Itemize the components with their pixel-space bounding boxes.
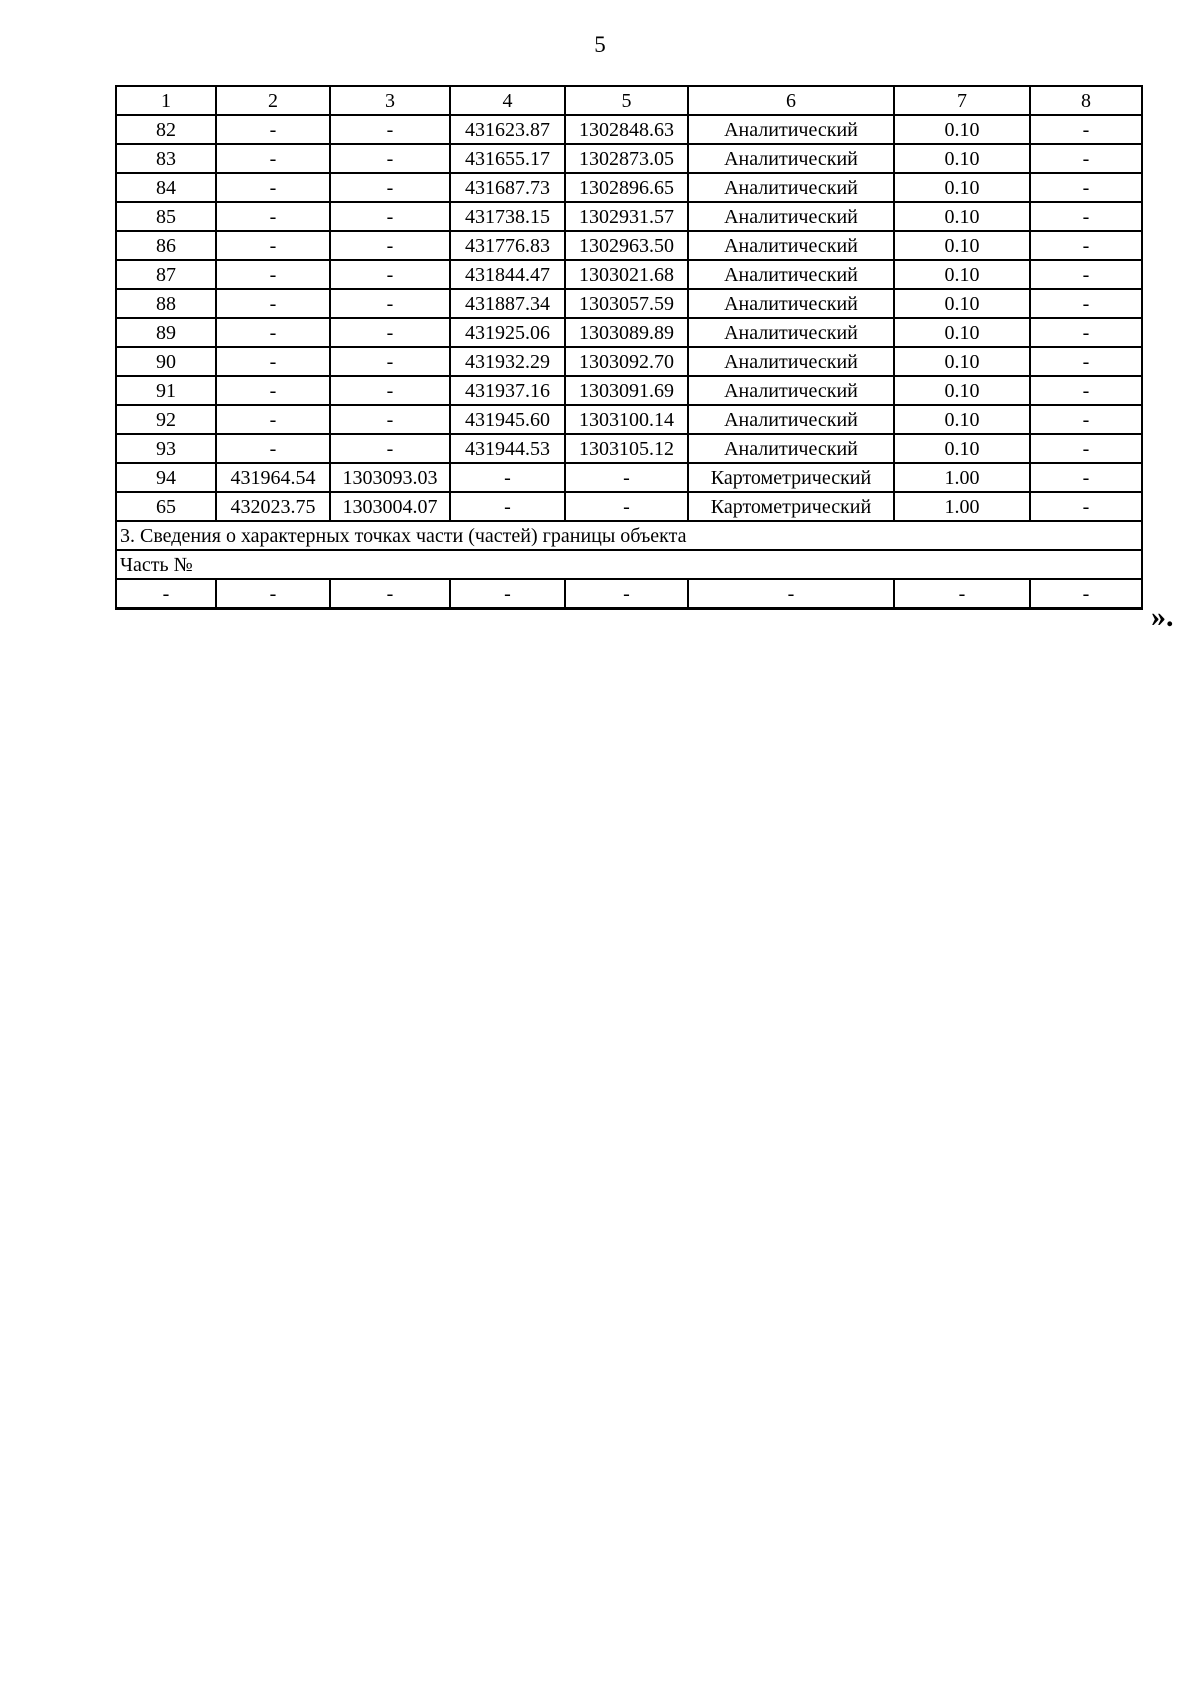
table-row [116, 173, 1142, 202]
table-cell-col-2: 432023.75 [216, 492, 330, 521]
table-cell-col-4: 431932.29 [450, 347, 565, 376]
table-cell-col-2: - [216, 260, 330, 289]
table-cell-col-6: Аналитический [688, 202, 894, 231]
table-cell-col-5: 1303021.68 [565, 260, 688, 289]
table-cell-col-5: - [565, 492, 688, 521]
table-cell-col-8: - [1030, 463, 1142, 492]
table-cell-col-5: 1303057.59 [565, 289, 688, 318]
table-cell-col-4: - [450, 463, 565, 492]
table-cell-col-1: 83 [116, 144, 216, 173]
table-cell-col-3: - [330, 434, 450, 463]
table-cell-col-1: 86 [116, 231, 216, 260]
table-cell-col-6: Аналитический [688, 318, 894, 347]
table-cell-col-2: - [216, 376, 330, 405]
table-cell-col-2: - [216, 173, 330, 202]
table-cell-col-4: 431655.17 [450, 144, 565, 173]
table-cell-col-6: - [688, 579, 894, 609]
table-cell-col-1: 82 [116, 115, 216, 144]
table-cell-col-2: - [216, 579, 330, 609]
table-row [116, 115, 1142, 144]
table-cell-col-6: Аналитический [688, 260, 894, 289]
table-cell-col-1: - [116, 579, 216, 609]
table-cell-col-6: Картометрический [688, 463, 894, 492]
table-cell-col-3: - [330, 231, 450, 260]
table-cell-col-3: 1303093.03 [330, 463, 450, 492]
table-cell-col-4: 431844.47 [450, 260, 565, 289]
table-row [116, 434, 1142, 463]
table-cell-col-3: 3 [330, 86, 450, 115]
table-cell-col-6: Картометрический [688, 492, 894, 521]
part-label-row-text: Часть № [116, 550, 1142, 579]
table-cell-col-3: - [330, 173, 450, 202]
table-cell-col-8: 8 [1030, 86, 1142, 115]
table-cell-col-7: 0.10 [894, 405, 1030, 434]
table-cell-col-5: 1302873.05 [565, 144, 688, 173]
table-cell-col-5: 1302896.65 [565, 173, 688, 202]
table-cell-col-7: 0.10 [894, 202, 1030, 231]
table-row [116, 579, 1142, 609]
boundary-points-table [115, 85, 1143, 610]
page-number: 5 [594, 32, 606, 57]
table-cell-col-7: 0.10 [894, 318, 1030, 347]
table-cell-col-6: Аналитический [688, 405, 894, 434]
table-cell-col-6: Аналитический [688, 376, 894, 405]
table-cell-col-2: - [216, 289, 330, 318]
table-cell-col-5: 5 [565, 86, 688, 115]
table-cell-col-5: 1302963.50 [565, 231, 688, 260]
table-cell-col-3: - [330, 260, 450, 289]
table-cell-col-1: 88 [116, 289, 216, 318]
table-cell-col-3: - [330, 318, 450, 347]
part-label-row [116, 550, 1142, 579]
table-cell-col-3: - [330, 405, 450, 434]
table-cell-col-4: 431945.60 [450, 405, 565, 434]
table-cell-col-6: Аналитический [688, 347, 894, 376]
table-cell-col-4: 4 [450, 86, 565, 115]
table-row [116, 202, 1142, 231]
table-cell-col-1: 84 [116, 173, 216, 202]
table-cell-col-4: - [450, 492, 565, 521]
table-cell-col-6: Аналитический [688, 231, 894, 260]
table-cell-col-5: 1302931.57 [565, 202, 688, 231]
table-cell-col-6: Аналитический [688, 173, 894, 202]
table-cell-col-4: 431887.34 [450, 289, 565, 318]
table-cell-col-7: 1.00 [894, 463, 1030, 492]
table-row [116, 231, 1142, 260]
table-cell-col-6: Аналитический [688, 115, 894, 144]
table-cell-col-6: Аналитический [688, 434, 894, 463]
table-cell-col-1: 93 [116, 434, 216, 463]
table-cell-col-5: - [565, 579, 688, 609]
table-row [116, 492, 1142, 521]
table-cell-col-1: 1 [116, 86, 216, 115]
section-title-row [116, 521, 1142, 550]
table-row [116, 260, 1142, 289]
table-row [116, 347, 1142, 376]
table-cell-col-2: - [216, 231, 330, 260]
table-cell-col-6: Аналитический [688, 144, 894, 173]
table-cell-col-4: 431776.83 [450, 231, 565, 260]
table-cell-col-8: - [1030, 289, 1142, 318]
table-cell-col-1: 85 [116, 202, 216, 231]
table-cell-col-4: 431687.73 [450, 173, 565, 202]
table-cell-col-7: 0.10 [894, 434, 1030, 463]
table-cell-col-2: 2 [216, 86, 330, 115]
table-cell-col-5: 1303105.12 [565, 434, 688, 463]
table-cell-col-4: 431738.15 [450, 202, 565, 231]
table-cell-col-4: 431925.06 [450, 318, 565, 347]
table-cell-col-5: 1303100.14 [565, 405, 688, 434]
table-cell-col-2: - [216, 318, 330, 347]
table-cell-col-8: - [1030, 144, 1142, 173]
table-cell-col-7: 7 [894, 86, 1030, 115]
table-cell-col-5: 1303089.89 [565, 318, 688, 347]
table-cell-col-8: - [1030, 318, 1142, 347]
table-cell-col-4: 431937.16 [450, 376, 565, 405]
table-cell-col-8: - [1030, 260, 1142, 289]
section-title-row-text: 3. Сведения о характерных точках части (частей) границы объекта [116, 521, 1142, 550]
table-cell-col-5: 1302848.63 [565, 115, 688, 144]
table-cell-col-1: 92 [116, 405, 216, 434]
table-cell-col-5: 1303092.70 [565, 347, 688, 376]
table-cell-col-3: - [330, 202, 450, 231]
table-cell-col-5: - [565, 463, 688, 492]
table-cell-col-3: - [330, 115, 450, 144]
table-cell-col-2: 431964.54 [216, 463, 330, 492]
table-row [116, 144, 1142, 173]
table-cell-col-3: 1303004.07 [330, 492, 450, 521]
table-cell-col-1: 94 [116, 463, 216, 492]
table-cell-col-8: - [1030, 231, 1142, 260]
table-row [116, 376, 1142, 405]
table-row [116, 289, 1142, 318]
table-cell-col-8: - [1030, 347, 1142, 376]
table-cell-col-8: - [1030, 579, 1142, 609]
table-cell-col-4: - [450, 579, 565, 609]
table-row [116, 463, 1142, 492]
table-cell-col-3: - [330, 376, 450, 405]
table-cell-col-8: - [1030, 492, 1142, 521]
table-cell-col-3: - [330, 347, 450, 376]
table-row [116, 405, 1142, 434]
table-cell-col-7: 0.10 [894, 231, 1030, 260]
table-cell-col-2: - [216, 202, 330, 231]
table-cell-col-7: 0.10 [894, 289, 1030, 318]
table-cell-col-3: - [330, 289, 450, 318]
table-cell-col-2: - [216, 115, 330, 144]
table-cell-col-1: 90 [116, 347, 216, 376]
table-cell-col-1: 87 [116, 260, 216, 289]
table-cell-col-1: 91 [116, 376, 216, 405]
table-cell-col-2: - [216, 405, 330, 434]
table-cell-col-6: 6 [688, 86, 894, 115]
table-cell-col-4: 431623.87 [450, 115, 565, 144]
table-cell-col-8: - [1030, 434, 1142, 463]
table-cell-col-7: 1.00 [894, 492, 1030, 521]
table-header-row [116, 86, 1142, 115]
table-cell-col-7: 0.10 [894, 376, 1030, 405]
table-cell-col-8: - [1030, 376, 1142, 405]
table-cell-col-5: 1303091.69 [565, 376, 688, 405]
table-row [116, 318, 1142, 347]
table-cell-col-7: 0.10 [894, 144, 1030, 173]
table-cell-col-8: - [1030, 115, 1142, 144]
table-cell-col-7: 0.10 [894, 115, 1030, 144]
table-body [116, 86, 1142, 609]
table-cell-col-6: Аналитический [688, 289, 894, 318]
table-cell-col-3: - [330, 579, 450, 609]
table-cell-col-3: - [330, 144, 450, 173]
table-cell-col-2: - [216, 144, 330, 173]
table-cell-col-2: - [216, 347, 330, 376]
table-cell-col-8: - [1030, 202, 1142, 231]
closing-quote-mark: ». [1151, 600, 1174, 633]
table-cell-col-7: - [894, 579, 1030, 609]
table-cell-col-8: - [1030, 173, 1142, 202]
table-cell-col-8: - [1030, 405, 1142, 434]
table-cell-col-4: 431944.53 [450, 434, 565, 463]
table-cell-col-2: - [216, 434, 330, 463]
table-cell-col-7: 0.10 [894, 347, 1030, 376]
table-cell-col-1: 89 [116, 318, 216, 347]
table-cell-col-1: 65 [116, 492, 216, 521]
table-cell-col-7: 0.10 [894, 260, 1030, 289]
table-cell-col-7: 0.10 [894, 173, 1030, 202]
